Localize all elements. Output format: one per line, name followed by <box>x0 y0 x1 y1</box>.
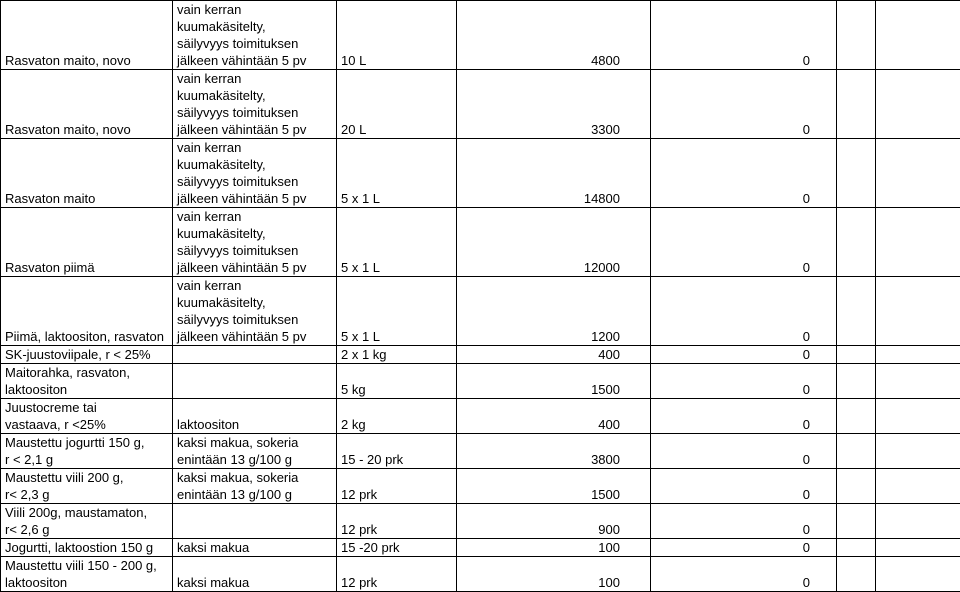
table-row <box>1 539 960 557</box>
value-cell[interactable]: 0 <box>651 346 837 364</box>
quantity-cell[interactable]: 100 <box>457 557 651 592</box>
quantity-cell[interactable]: 3800 <box>457 434 651 469</box>
package-size-cell[interactable]: 15 -20 prk <box>337 539 457 557</box>
empty-cell[interactable] <box>876 434 960 469</box>
table-row <box>1 208 960 277</box>
value-cell[interactable]: 0 <box>651 469 837 504</box>
product-note-cell[interactable]: vain kerran kuumakäsitelty, säilyvyys toimituksen jälkeen vähintään 5 pv <box>173 70 337 139</box>
product-name-cell[interactable]: Maustettu jogurtti 150 g, r < 2,1 g <box>1 434 173 469</box>
product-note-cell[interactable] <box>173 364 337 399</box>
table-row <box>1 1 960 70</box>
empty-cell[interactable] <box>837 277 876 346</box>
empty-cell[interactable] <box>837 399 876 434</box>
empty-cell[interactable] <box>876 70 960 139</box>
package-size-cell[interactable]: 20 L <box>337 70 457 139</box>
product-note-cell[interactable] <box>173 504 337 539</box>
package-size-cell[interactable]: 5 x 1 L <box>337 139 457 208</box>
package-size-cell[interactable]: 12 prk <box>337 504 457 539</box>
quantity-cell[interactable]: 4800 <box>457 1 651 70</box>
table-row <box>1 557 960 592</box>
table-row <box>1 277 960 346</box>
package-size-cell[interactable]: 2 x 1 kg <box>337 346 457 364</box>
package-size-cell[interactable]: 5 x 1 L <box>337 208 457 277</box>
value-cell[interactable]: 0 <box>651 539 837 557</box>
package-size-cell[interactable]: 10 L <box>337 1 457 70</box>
value-cell[interactable]: 0 <box>651 399 837 434</box>
quantity-cell[interactable]: 400 <box>457 399 651 434</box>
product-note-cell[interactable]: vain kerran kuumakäsitelty, säilyvyys toimituksen jälkeen vähintään 5 pv <box>173 208 337 277</box>
table-row <box>1 469 960 504</box>
value-cell[interactable]: 0 <box>651 364 837 399</box>
empty-cell[interactable] <box>876 139 960 208</box>
product-note-cell[interactable]: kaksi makua, sokeria enintään 13 g/100 g <box>173 434 337 469</box>
quantity-cell[interactable]: 3300 <box>457 70 651 139</box>
quantity-cell[interactable]: 1500 <box>457 364 651 399</box>
product-note-cell[interactable] <box>173 346 337 364</box>
value-cell[interactable]: 0 <box>651 557 837 592</box>
product-name-cell[interactable]: Maustettu viili 200 g, r< 2,3 g <box>1 469 173 504</box>
empty-cell[interactable] <box>837 364 876 399</box>
quantity-cell[interactable]: 12000 <box>457 208 651 277</box>
product-note-cell[interactable]: kaksi makua <box>173 557 337 592</box>
package-size-cell[interactable]: 15 - 20 prk <box>337 434 457 469</box>
quantity-cell[interactable]: 100 <box>457 539 651 557</box>
quantity-cell[interactable]: 14800 <box>457 139 651 208</box>
table-row <box>1 70 960 139</box>
empty-cell[interactable] <box>876 1 960 70</box>
product-note-cell[interactable]: vain kerran kuumakäsitelty, säilyvyys toimituksen jälkeen vähintään 5 pv <box>173 139 337 208</box>
quantity-cell[interactable]: 1500 <box>457 469 651 504</box>
table-row <box>1 139 960 208</box>
empty-cell[interactable] <box>876 469 960 504</box>
empty-cell[interactable] <box>837 469 876 504</box>
empty-cell[interactable] <box>837 504 876 539</box>
value-cell[interactable]: 0 <box>651 139 837 208</box>
empty-cell[interactable] <box>837 1 876 70</box>
empty-cell[interactable] <box>876 277 960 346</box>
package-size-cell[interactable]: 12 prk <box>337 557 457 592</box>
product-note-cell[interactable]: vain kerran kuumakäsitelty, säilyvyys toimituksen jälkeen vähintään 5 pv <box>173 277 337 346</box>
value-cell[interactable]: 0 <box>651 208 837 277</box>
product-name-cell[interactable]: Rasvaton piimä <box>1 208 173 277</box>
value-cell[interactable]: 0 <box>651 70 837 139</box>
product-name-cell[interactable]: Juustocreme tai vastaava, r <25% <box>1 399 173 434</box>
package-size-cell[interactable]: 12 prk <box>337 469 457 504</box>
quantity-cell[interactable]: 400 <box>457 346 651 364</box>
product-name-cell[interactable]: Viili 200g, maustamaton, r< 2,6 g <box>1 504 173 539</box>
empty-cell[interactable] <box>876 399 960 434</box>
table-row <box>1 434 960 469</box>
empty-cell[interactable] <box>837 139 876 208</box>
package-size-cell[interactable]: 2 kg <box>337 399 457 434</box>
empty-cell[interactable] <box>876 346 960 364</box>
empty-cell[interactable] <box>837 557 876 592</box>
empty-cell[interactable] <box>876 557 960 592</box>
table-row <box>1 346 960 364</box>
quantity-cell[interactable]: 900 <box>457 504 651 539</box>
product-name-cell[interactable]: Maitorahka, rasvaton, laktoositon <box>1 364 173 399</box>
empty-cell[interactable] <box>876 539 960 557</box>
empty-cell[interactable] <box>837 70 876 139</box>
value-cell[interactable]: 0 <box>651 1 837 70</box>
product-note-cell[interactable]: laktoositon <box>173 399 337 434</box>
empty-cell[interactable] <box>876 208 960 277</box>
empty-cell[interactable] <box>837 208 876 277</box>
package-size-cell[interactable]: 5 kg <box>337 364 457 399</box>
empty-cell[interactable] <box>837 346 876 364</box>
empty-cell[interactable] <box>837 539 876 557</box>
table-row <box>1 504 960 539</box>
product-name-cell[interactable]: Maustettu viili 150 - 200 g, laktoositon <box>1 557 173 592</box>
value-cell[interactable]: 0 <box>651 277 837 346</box>
product-name-cell[interactable]: SK-juustoviipale, r < 25% <box>1 346 173 364</box>
empty-cell[interactable] <box>876 364 960 399</box>
value-cell[interactable]: 0 <box>651 434 837 469</box>
product-name-cell[interactable]: Rasvaton maito, novo <box>1 70 173 139</box>
product-name-cell[interactable]: Rasvaton maito <box>1 139 173 208</box>
product-name-cell[interactable]: Jogurtti, laktoostion 150 g <box>1 539 173 557</box>
product-note-cell[interactable]: kaksi makua <box>173 539 337 557</box>
table-row <box>1 399 960 434</box>
quantity-cell[interactable]: 1200 <box>457 277 651 346</box>
table-row <box>1 364 960 399</box>
empty-cell[interactable] <box>876 504 960 539</box>
package-size-cell[interactable]: 5 x 1 L <box>337 277 457 346</box>
value-cell[interactable]: 0 <box>651 504 837 539</box>
empty-cell[interactable] <box>837 434 876 469</box>
product-name-cell[interactable]: Rasvaton maito, novo <box>1 1 173 70</box>
product-name-cell[interactable]: Piimä, laktoositon, rasvaton <box>1 277 173 346</box>
product-note-cell[interactable]: vain kerran kuumakäsitelty, säilyvyys toimituksen jälkeen vähintään 5 pv <box>173 1 337 70</box>
product-note-cell[interactable]: kaksi makua, sokeria enintään 13 g/100 g <box>173 469 337 504</box>
